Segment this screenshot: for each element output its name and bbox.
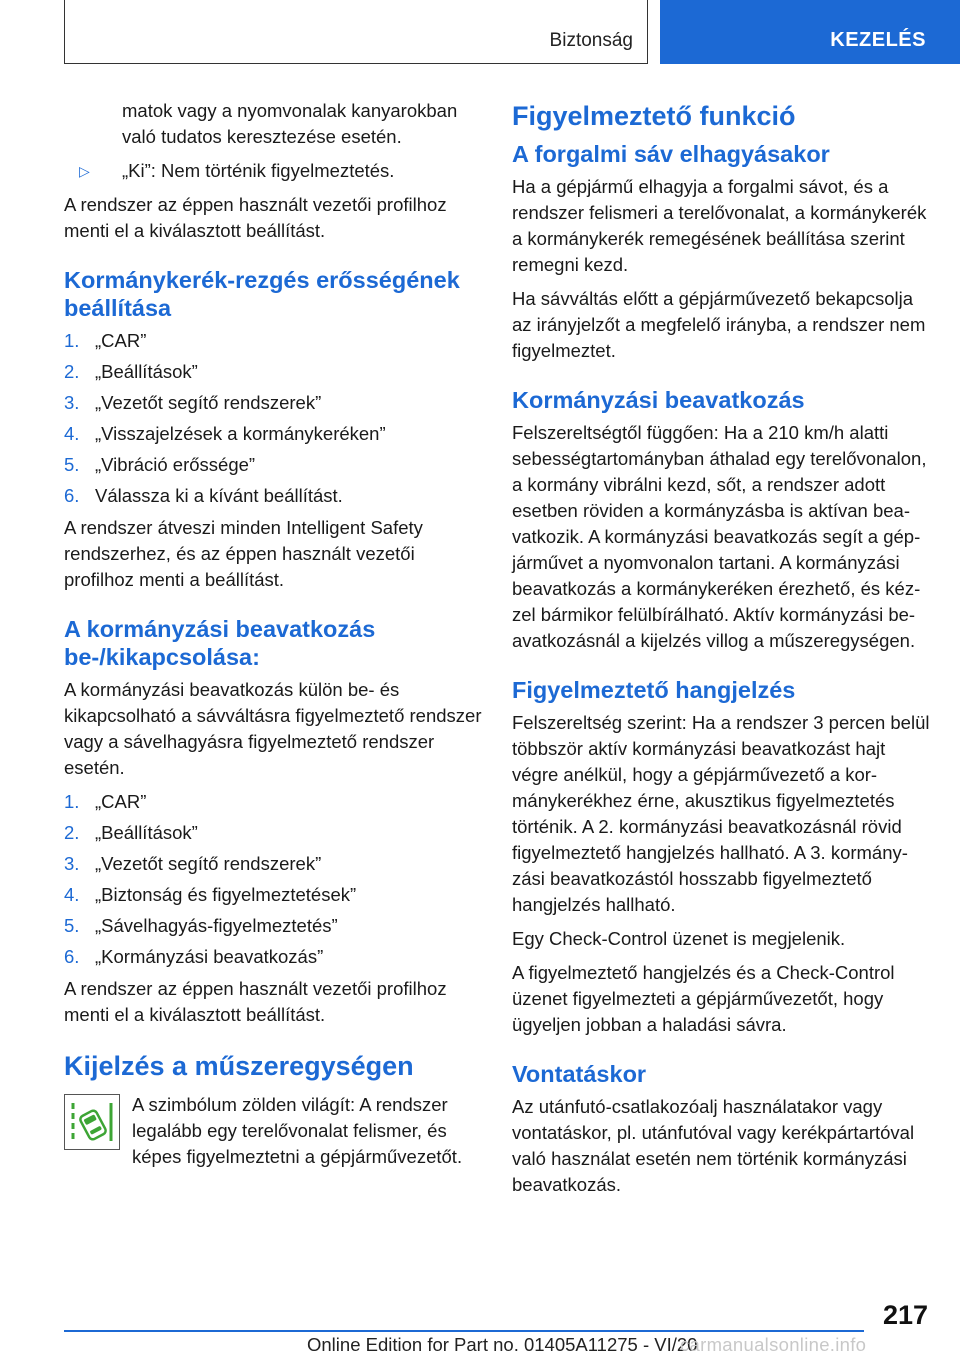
step-text: „CAR” — [95, 330, 147, 351]
step-text: „Beállítások” — [95, 361, 198, 382]
heading-warning-sound: Figyelmeztető hangjelzés — [512, 677, 796, 703]
step-number: 1. — [64, 330, 80, 351]
list-item — [64, 390, 484, 416]
step-text: „Vibráció erőssége” — [95, 454, 256, 475]
step-text: „Kormányzási beavatkozás” — [95, 946, 324, 967]
list-item — [64, 820, 484, 846]
step-number: 6. — [64, 485, 80, 506]
list-item — [64, 789, 484, 815]
off-option-bullet — [64, 158, 484, 184]
leaving-lane-text-2: Ha sávváltás előtt a gépjárművezető bekapcsolja az irányjelzőt a megfelelő irányba, a rendszer nem figyelmeztet. — [512, 288, 926, 361]
watermark: carmanualsonline.info — [680, 1334, 867, 1355]
right-column — [512, 98, 930, 1206]
list-item — [64, 944, 484, 970]
step-text: „Visszajelzések a kormánykeréken” — [95, 423, 386, 444]
footer-edition: Online Edition for Part no. 01405A11275 - VI/20 — [307, 1334, 698, 1355]
list-item — [64, 452, 484, 478]
continuation-text: matok vagy a nyomvonalak kanyarokban való tudatos keresztezése esetén. — [122, 100, 458, 147]
header-section-title: Biztonság — [549, 30, 633, 51]
profile-note: A rendszer az éppen használt vezetői profilhoz menti el a kiválasztott beállítást. — [64, 194, 447, 241]
list-item — [64, 359, 484, 385]
lane-departure-warning-icon — [64, 1094, 120, 1150]
heading-steering-intervention: Kormányzási beavatkozás — [512, 387, 805, 413]
step-text: „Beállítások” — [95, 822, 198, 843]
step-text: „Vezetőt segítő rendszerek” — [95, 853, 322, 874]
symbol-description — [64, 1092, 484, 1178]
header-chapter-tab — [660, 0, 960, 64]
page-number: 217 — [882, 1300, 928, 1330]
steering-steps-list — [64, 789, 484, 970]
steering-on-off-text: A kormányzási beavatkozás külön be- és kikapcsolható a sávváltásra figyelmeztető rendszer vagy a sávelhagyásra figyelmeztető rendszer esetén. — [64, 679, 482, 778]
step-number: 3. — [64, 853, 80, 874]
step-text: „CAR” — [95, 791, 147, 812]
step-number: 5. — [64, 454, 80, 475]
list-item — [64, 328, 484, 354]
list-item — [64, 882, 484, 908]
footer-divider — [64, 1330, 864, 1332]
off-option-text: „Ki”: Nem történik figyelmeztetés. — [122, 160, 395, 181]
step-number: 3. — [64, 392, 80, 413]
list-item — [64, 483, 484, 509]
warning-sound-text-2: Egy Check-Control üzenet is megjelenik. — [512, 928, 846, 949]
left-column — [64, 98, 484, 1178]
step-text: „Vezetőt segítő rendszerek” — [95, 392, 322, 413]
heading-instrument-display: Kijelzés a műszeregységen — [64, 1051, 414, 1081]
steering-intervention-text: Felszereltségtől függően: Ha a 210 km/h alatti sebességtartományban áthalad egy terelővonalon, a kormány vibrálni kezd, sőt, a rendszer adott esetben röviden a kormányzásba is aktívan beavatkozik. A kormányzási beavatkozás segít a gépjárművet a nyomvonalon tartani. A kormányzási beavatkozás a kormánykeréken érezhető, és kézzel bármikor felülbírálható. Aktív kormányzási beavatkozásnál a kijelzés villog a műszeregységen. — [512, 422, 927, 651]
profile-note-2: A rendszer az éppen használt vezetői profilhoz menti el a kiválasztott beállítást. — [64, 978, 447, 1025]
step-number: 1. — [64, 791, 80, 812]
intelligent-safety-note: A rendszer átveszi minden Intelligent Safety rendszerhez, és az éppen használt vezetői profilhoz menti a beállítást. — [64, 517, 423, 590]
step-number: 2. — [64, 822, 80, 843]
warning-sound-text-3: A figyelmeztető hangjelzés és a Check-Control üzenet figyelmezteti a gépjárművezetőt, hogy ügyeljen jobban a haladási sávra. — [512, 962, 895, 1035]
heading-vibration-strength: Kormánykerék-rezgés erősségének beállítása — [64, 267, 460, 321]
step-number: 5. — [64, 915, 80, 936]
step-number: 4. — [64, 423, 80, 444]
warning-sound-text-1: Felszereltség szerint: Ha a rendszer 3 percen belül többször aktív kormányzási beavatkozást hajt végre anélkül, hogy a gépjárművezető a kormánykerékhez érne, akusztikus figyelmeztetés történik. A 2. kormányzási beavatkozásnál rövid figyelmeztető hangjelzés hallható. A 3. kormányzási beavatkozástól hosszabb figyelmeztető hangjelzés hallható. — [512, 712, 930, 915]
heading-leaving-lane: A forgalmi sáv elhagyásakor — [512, 141, 830, 167]
heading-warning-function: Figyelmeztető funkció — [512, 101, 796, 131]
towing-text: Az utánfutó-csatlakozóalj használatakor vagy vontatáskor, pl. utánfutóval vagy kerékpártartóval való használat esetén nem történik kormányzási beavatkozás. — [512, 1096, 915, 1195]
leaving-lane-text-1: Ha a gépjármű elhagyja a forgalmi sávot, és a rendszer felismeri a terelővonalat, a kormánykerék a kormánykerék remegésének beállítása szerint remegni kezd. — [512, 176, 927, 275]
list-item — [64, 421, 484, 447]
header-chapter-label: KEZELÉS — [830, 29, 926, 51]
triangle-bullet-icon: ▷ — [79, 163, 90, 179]
step-text: Válassza ki a kívánt beállítást. — [95, 485, 343, 506]
header-section-box — [64, 0, 648, 64]
symbol-text: A szimbólum zölden világít: A rendszer legalább egy terelővonalat felismer, és képes figyelmeztetni a gépjárművezetőt. — [132, 1094, 463, 1167]
step-text: „Biztonság és figyelmeztetések” — [95, 884, 357, 905]
step-number: 2. — [64, 361, 80, 382]
heading-steering-on-off: A kormányzási beavatkozás be-/kikapcsolása: — [64, 616, 376, 670]
step-number: 4. — [64, 884, 80, 905]
heading-towing: Vontatáskor — [512, 1061, 647, 1087]
vibration-steps-list — [64, 328, 484, 509]
list-item — [64, 851, 484, 877]
step-number: 6. — [64, 946, 80, 967]
list-item — [64, 913, 484, 939]
step-text: „Sávelhagyás-figyelmeztetés” — [95, 915, 338, 936]
